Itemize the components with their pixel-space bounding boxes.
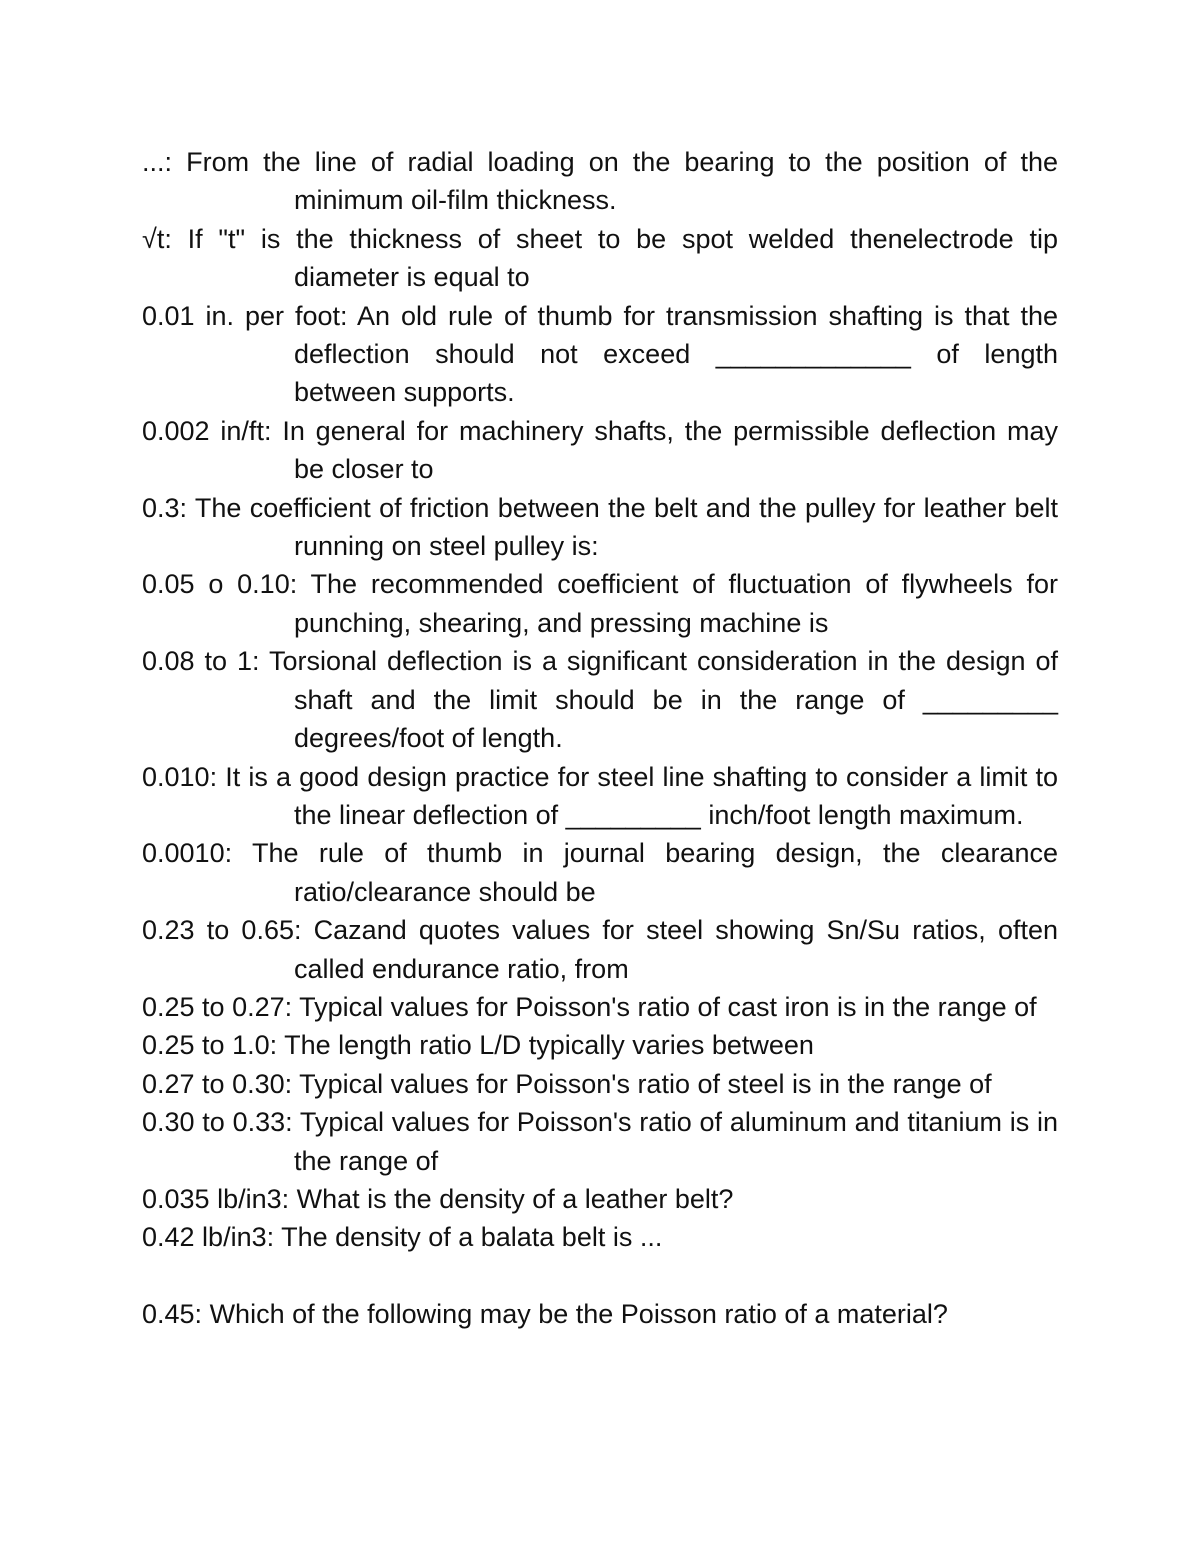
entry-key: 0.3: [142,492,188,523]
entry-text: Typical values for Poisson's ratio of steel is in the range of [299,1068,992,1099]
entry-key: 0.0010: [142,838,233,869]
entry-item [142,834,1058,911]
entry-item [142,1026,1058,1064]
entry-item [142,297,1058,412]
entry-key: 0.25 to 0.27: [142,991,293,1022]
entry-text: The rule of thumb in journal bearing design, the clearance ratio/clearance should be [251,838,1058,907]
entry-item [142,1295,1058,1333]
entry-text: The recommended coefficient of fluctuation of flywheels for punching, shearing, and pressing machine is [294,569,1058,638]
entry-text: It is a good design practice for steel line shafting to consider a limit to the linear deflection of _________ inch/foot length maximum. [225,761,1058,830]
entry-item [142,1180,1058,1218]
entry-text: Torsional deflection is a significant consideration in the design of shaft and the limit should be in the range of _________ degrees/foot of length. [268,646,1058,754]
entry-key: 0.002 in/ft: [142,415,272,446]
entry-item [142,565,1058,642]
entry-key: 0.45: [142,1299,203,1330]
entry-item [142,1065,1058,1103]
entry-text: From the line of radial loading on the bearing to the position of the minimum oil-film thickness. [186,147,1058,216]
entry-text: In general for machinery shafts, the permissible deflection may be closer to [282,415,1058,485]
entry-key: 0.30 to 0.33: [142,1107,293,1138]
entry-key: 0.25 to 1.0: [142,1030,278,1061]
entry-item [142,911,1058,988]
entry-text: What is the density of a leather belt? [296,1183,734,1214]
entry-key: 0.010: [142,761,218,792]
entry-text: The density of a balata belt is ... [281,1222,663,1253]
entry-item [142,1103,1058,1180]
entry-text: Typical values for Poisson's ratio of cast iron is in the range of [299,991,1037,1022]
blank-line [142,1257,1058,1295]
entry-key: 0.035 lb/in3: [142,1183,290,1214]
entry-key: 0.23 to 0.65: [142,915,302,946]
entry-item [142,988,1058,1026]
entry-text: If "t" is the thickness of sheet to be spot welded thenelectrode tip diameter is equal to [187,223,1058,293]
entry-key: 0.27 to 0.30: [142,1068,293,1099]
entry-text: Cazand quotes values for steel showing Sn/Su ratios, often called endurance ratio, from [294,915,1058,984]
entry-item [142,758,1058,835]
document-body [142,143,1058,1334]
entry-item [142,143,1058,220]
entry-key: 0.05 o 0.10: [142,569,298,600]
entry-key: 0.42 lb/in3: [142,1222,275,1253]
entry-text: An old rule of thumb for transmission shafting is that the deflection should not exceed _____________ of length between supports. [294,300,1058,408]
entry-item [142,412,1058,489]
entry-key: 0.08 to 1: [142,646,260,677]
entry-text: The length ratio L/D typically varies between [284,1030,814,1061]
entry-key: √t: [142,223,172,254]
entry-item [142,1218,1058,1256]
entry-key: 0.01 in. per foot: [142,300,348,331]
entry-item [142,220,1058,297]
entry-item [142,489,1058,566]
entry-item [142,642,1058,757]
entry-key: ...: [142,147,173,177]
entry-text: The coefficient of friction between the belt and the pulley for leather belt running on steel pulley is: [194,492,1058,562]
entry-text: Which of the following may be the Poisson ratio of a material? [209,1299,948,1330]
entry-text: Typical values for Poisson's ratio of aluminum and titanium is in the range of [294,1107,1059,1176]
